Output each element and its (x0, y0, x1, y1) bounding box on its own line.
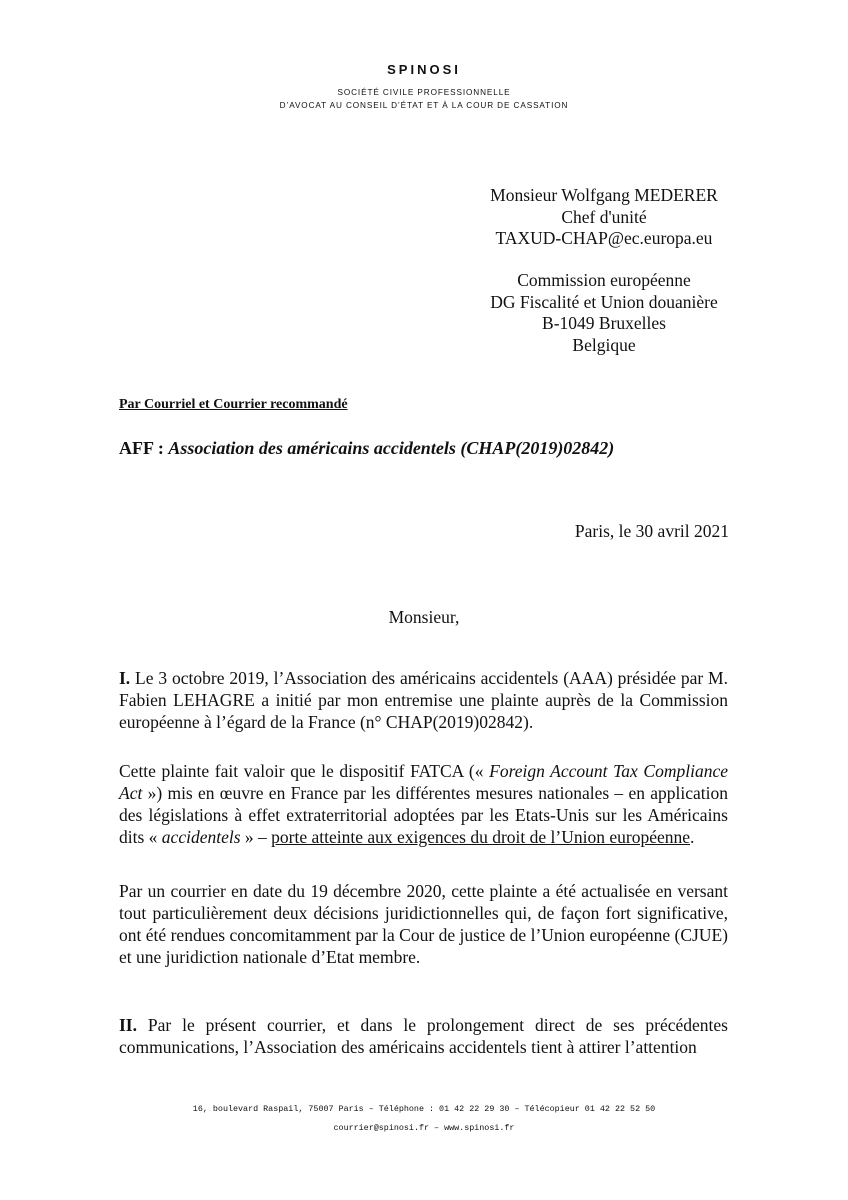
section-marker-1: I. (119, 668, 131, 688)
firm-name: SPINOSI (387, 62, 461, 77)
firm-tagline (0, 86, 848, 112)
recipient-email[interactable]: TAXUD-CHAP@ec.europa.eu (495, 228, 713, 248)
salutation: Monsieur, (388, 607, 460, 627)
reference-text: Association des américains accidentels (CHAP(2019)02842) (168, 438, 615, 458)
address-line4: Belgique (572, 334, 636, 355)
section-marker-2: II. (119, 1015, 137, 1035)
letterhead (0, 62, 848, 112)
recipient-block (470, 185, 738, 250)
reference-line (119, 438, 614, 459)
paragraph-3: Par un courrier en date du 19 décembre 2020, cette plainte a été actualisée en versant tout particulièrement deux décisions juridictionnelles qui, de façon fort significative, ont été rendues concomitamment par la Cour de justice de l’Union européenne (CJUE) et une juridiction nationale d’Etat membre. (119, 881, 728, 967)
footer-contact[interactable]: courrier@spinosi.fr – www.spinosi.fr (333, 1123, 515, 1133)
paragraph-4-text: Par le présent courrier, et dans le prolongement direct de ses précédentes communications, l’Association des américains accidentels tient à attirer l’attention (119, 1015, 728, 1057)
firm-tagline-line2: D’AVOCAT AU CONSEIL D’ÉTAT ET À LA COUR DE CASSATION (279, 101, 569, 110)
address-line2: DG Fiscalité et Union douanière (490, 291, 718, 312)
paragraph-2-text-d: . (690, 827, 695, 847)
date-line: Paris, le 30 avril 2021 (574, 521, 729, 541)
paragraph-2-underlined: porte atteinte aux exigences du droit de l’Union européenne (271, 827, 691, 847)
footer (0, 1100, 848, 1138)
paragraph-2-text-c: » – (240, 827, 272, 847)
paragraph-2-italic-b: accidentels (161, 827, 241, 847)
address-block (470, 270, 738, 356)
recipient-name: Monsieur Wolfgang MEDERER (490, 185, 718, 205)
delivery-mode: Par Courriel et Courrier recommandé (119, 397, 348, 412)
footer-address: 16, boulevard Raspail, 75007 Paris – Téléphone : 01 42 22 29 30 – Télécopieur 01 42 22 52 50 (192, 1104, 656, 1114)
paragraph-1-text: Le 3 octobre 2019, l’Association des américains accidentels (AAA) présidée par M. Fabien LEHAGRE a initié par mon entremise une plainte auprès de la Commission européenne à l’égard de la France (n° CHAP(2019)02842). (119, 668, 728, 732)
paragraph-4 (119, 1014, 728, 1058)
firm-tagline-line1: SOCIÉTÉ CIVILE PROFESSIONNELLE (337, 88, 511, 97)
paragraph-2 (119, 760, 728, 848)
recipient-title: Chef d'unité (561, 206, 647, 227)
paragraph-1 (119, 667, 728, 733)
paragraph-2-italic-a: Foreign Account Tax Compliance Act (119, 761, 728, 803)
address-line3: B-1049 Bruxelles (542, 313, 666, 333)
paragraph-2-text-b: ») mis en œuvre en France par les différentes mesures nationales – en application des législations à effet extraterritorial adoptées par les Etats-Unis sur les Américains dits « (119, 783, 728, 847)
reference-label: AFF : (119, 438, 164, 458)
address-line1: Commission européenne (517, 270, 691, 290)
paragraph-2-text-a: Cette plainte fait valoir que le dispositif FATCA (« (119, 761, 490, 781)
